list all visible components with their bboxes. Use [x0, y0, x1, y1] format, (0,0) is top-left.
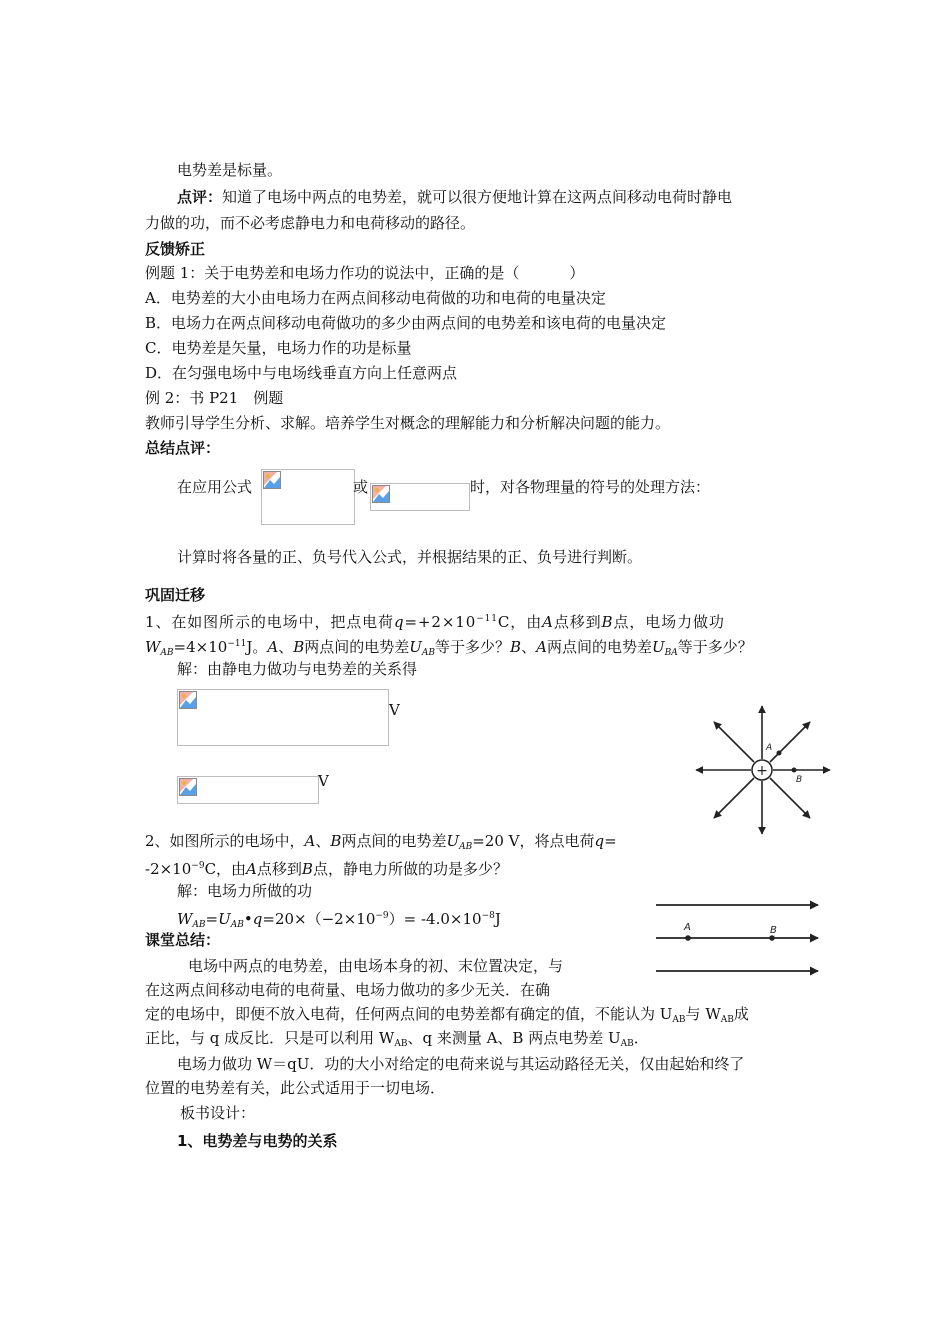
- q2-point-a: A: [246, 860, 257, 878]
- uniform-field-lines: [656, 905, 818, 971]
- unit-v-1: V: [389, 701, 400, 719]
- q2-charge-symbol: q: [594, 832, 605, 850]
- solution-2: 解：电场力所做的功: [177, 882, 313, 900]
- consolidate-heading: 巩固迁移: [145, 586, 206, 604]
- q2-text: 点移到: [256, 860, 302, 878]
- option-c: C．电势差是矢量，电场力作的功是标量: [145, 339, 412, 357]
- q1-point-b: B: [601, 613, 614, 631]
- cs-text: 正比，与 q 成反比．只是可以利用 W: [145, 1029, 395, 1047]
- q1-point-a: A: [542, 613, 554, 631]
- point-b-label: B: [770, 925, 777, 936]
- q2-point-b: B: [330, 832, 342, 850]
- summary-heading: 总结点评：: [145, 439, 221, 457]
- q1-voltage-symbol: U: [651, 638, 665, 656]
- sol2-work-subscript: AB: [192, 920, 206, 930]
- class-summary-p1-line-3: [145, 1004, 749, 1030]
- question-2-line-1: [145, 831, 617, 857]
- q1-exponent: −11: [476, 614, 498, 624]
- point-b-dot: [792, 768, 797, 773]
- q2-point-b: B: [301, 860, 313, 878]
- class-summary-p2-line-1: 电场力做功 W＝qU．功的大小对给定的电荷来说与其运动路径无关，仅由起始和终了: [177, 1055, 745, 1073]
- comment-text-1: 知道了电场中两点的电势差，就可以很方便地计算在这两点间移动电荷时静电: [222, 188, 733, 206]
- class-summary-p1-line-2: 在这两点间移动电荷的电荷量、电场力做功的多少无关．在确: [145, 981, 551, 999]
- board-design-label: 板书设计：: [180, 1104, 256, 1122]
- point-b-label: B: [796, 775, 803, 785]
- q1-point-a: A: [267, 638, 279, 656]
- q2-point-a: A: [304, 832, 316, 850]
- option-a: A．电势差的大小由电场力在两点间移动电荷做的功和电荷的电量决定: [145, 289, 606, 307]
- cs-text: 与 W: [685, 1005, 721, 1023]
- class-summary-p2-line-2: 位置的电势差有关，此公式适用于一切电场．: [145, 1079, 446, 1097]
- sol2-charge-symbol: q: [252, 910, 263, 928]
- q1-charge-value: =+2×10: [404, 613, 477, 631]
- example-2: 例 2：书 P21 例题: [145, 389, 284, 407]
- q1-text: J。: [246, 638, 268, 656]
- q1-text: C，由: [497, 613, 543, 631]
- cs-text: 定的电场中，即便不放入电荷，任何两点间的电势差都有确定的值，不能认为 U: [145, 1005, 673, 1023]
- q1-charge-symbol: q: [393, 613, 405, 631]
- feedback-heading: 反馈矫正: [145, 240, 206, 258]
- broken-image-icon: [263, 471, 281, 489]
- q1-voltage-subscript: BA: [664, 648, 678, 658]
- formula-pre: 在应用公式: [177, 478, 253, 496]
- sol2-value: =20×（−2×10: [262, 910, 376, 928]
- field-line-down-left: [714, 778, 754, 818]
- q1-text: 两点间的电势差: [304, 638, 410, 656]
- uniform-field-figure: [652, 893, 824, 983]
- field-line-up-right: [770, 722, 810, 762]
- q1-work-value: =4×10: [173, 638, 228, 656]
- q1-text: 点，电场力做功: [613, 613, 725, 631]
- sol2-value: ）= -4.0×10: [388, 910, 482, 928]
- q2-text: 点，静电力所做的功是多少？: [312, 860, 508, 878]
- cs-subscript: AB: [720, 1015, 734, 1025]
- broken-image-icon: [372, 485, 390, 503]
- class-summary-heading: 课堂总结：: [145, 931, 221, 949]
- q2-voltage-symbol: U: [446, 832, 460, 850]
- cs-text: ．: [633, 1029, 649, 1047]
- example-1-text: 例题 1：关于电势差和电场力作功的说法中，正确的是（: [145, 264, 520, 282]
- solution-2-formula: [177, 906, 501, 935]
- sol2-exponent: −9: [375, 911, 389, 921]
- example-1: [145, 263, 584, 283]
- q2-text: 两点间的电势差: [341, 832, 447, 850]
- question-2-line-2: [145, 856, 508, 879]
- charge-sign: +: [756, 763, 768, 779]
- q1-text: 等于多少？: [435, 638, 511, 656]
- solution-1: 解：由静电力做功与电势差的关系得: [177, 660, 418, 678]
- question-1-line-1: [145, 609, 725, 632]
- broken-image-icon: [179, 778, 197, 796]
- field-line-down-right: [770, 778, 810, 818]
- q2-exponent: −9: [191, 861, 205, 871]
- formula-image-1: [261, 469, 355, 525]
- sol2-exponent: −8: [481, 911, 495, 921]
- solution-image-1: [177, 689, 389, 746]
- point-b-dot: [769, 935, 775, 941]
- broken-image-icon: [179, 691, 197, 709]
- q1-point-b: B: [293, 638, 305, 656]
- sol2-unit: J: [494, 910, 501, 928]
- unit-v-2: V: [318, 772, 329, 790]
- intro-line: 电势差是标量。: [177, 161, 283, 179]
- q1-work-subscript: AB: [160, 648, 174, 658]
- formula-post: 时，对各物理量的符号的处理方法：: [470, 478, 711, 496]
- solution-image-2: [177, 776, 319, 804]
- q1-voltage-subscript: AB: [421, 648, 436, 658]
- q2-eq: =: [604, 832, 617, 850]
- formula-image-2: [370, 483, 470, 511]
- calc-method: 计算时将各量的正、负号代入公式，并根据结果的正、负号进行判断。: [177, 548, 643, 566]
- point-a-label: A: [684, 922, 691, 933]
- comment-line-1: [177, 187, 732, 207]
- cs-subscript: AB: [672, 1015, 686, 1025]
- radial-field-figure: [690, 700, 835, 840]
- comment-label: 点评：: [177, 188, 223, 206]
- example-1-close: ）: [569, 264, 585, 282]
- field-line-up-left: [714, 722, 754, 762]
- q1-sep: 、: [521, 638, 537, 656]
- q1-point-a: A: [536, 638, 547, 656]
- q1-voltage-symbol: U: [409, 638, 422, 656]
- q2-text: =20 V，将点电荷: [472, 832, 595, 850]
- q1-text: 等于多少？: [677, 638, 753, 656]
- sol2-voltage-subscript: AB: [230, 920, 244, 930]
- q1-text: 两点间的电势差: [546, 638, 652, 656]
- board-item-1: 1、电势差与电势的关系: [177, 1132, 338, 1150]
- sol2-work-symbol: W: [177, 910, 193, 928]
- sol2-eq: =: [205, 910, 219, 928]
- point-a-label: A: [766, 743, 773, 753]
- class-summary-p1-line-4: [145, 1028, 649, 1054]
- point-a-dot: [777, 751, 782, 756]
- teacher-guide: 教师引导学生分析、求解。培养学生对概念的理解能力和分析解决问题的能力。: [145, 414, 671, 432]
- class-summary-p1-line-1: 电场中两点的电势差，由电场本身的初、末位置决定，与: [188, 957, 564, 975]
- cs-text: 成: [733, 1005, 749, 1023]
- comment-line-2: 力做的功，而不必考虑静电力和电荷移动的路径。: [145, 214, 476, 232]
- cs-subscript: AB: [620, 1039, 634, 1049]
- q1-point-b: B: [510, 638, 522, 656]
- q1-text: 1、在如图所示的电场中，把点电荷: [145, 613, 394, 631]
- q1-work-exponent: −11: [227, 639, 247, 649]
- sol2-voltage-symbol: U: [218, 910, 231, 928]
- q2-text: 2、如图所示的电场中，: [145, 832, 305, 850]
- option-b: B．电场力在两点间移动电荷做功的多少由两点间的电势差和该电荷的电量决定: [145, 314, 667, 332]
- option-d: D．在匀强电场中与电场线垂直方向上任意两点: [145, 364, 458, 382]
- cs-text: 、q 来测量 A、B 两点电势差 U: [407, 1029, 621, 1047]
- cs-subscript: AB: [394, 1039, 408, 1049]
- q2-voltage-subscript: AB: [459, 842, 473, 852]
- q2-charge-value: -2×10: [145, 860, 192, 878]
- sol2-dot: •: [243, 910, 253, 928]
- formula-or: 或: [353, 478, 369, 496]
- point-a-dot: [685, 935, 691, 941]
- q1-text: 点移到: [553, 613, 602, 631]
- q2-text: C，由: [204, 860, 247, 878]
- q1-sep: 、: [278, 638, 294, 656]
- q1-work-symbol: W: [145, 638, 161, 656]
- q2-sep: 、: [315, 832, 331, 850]
